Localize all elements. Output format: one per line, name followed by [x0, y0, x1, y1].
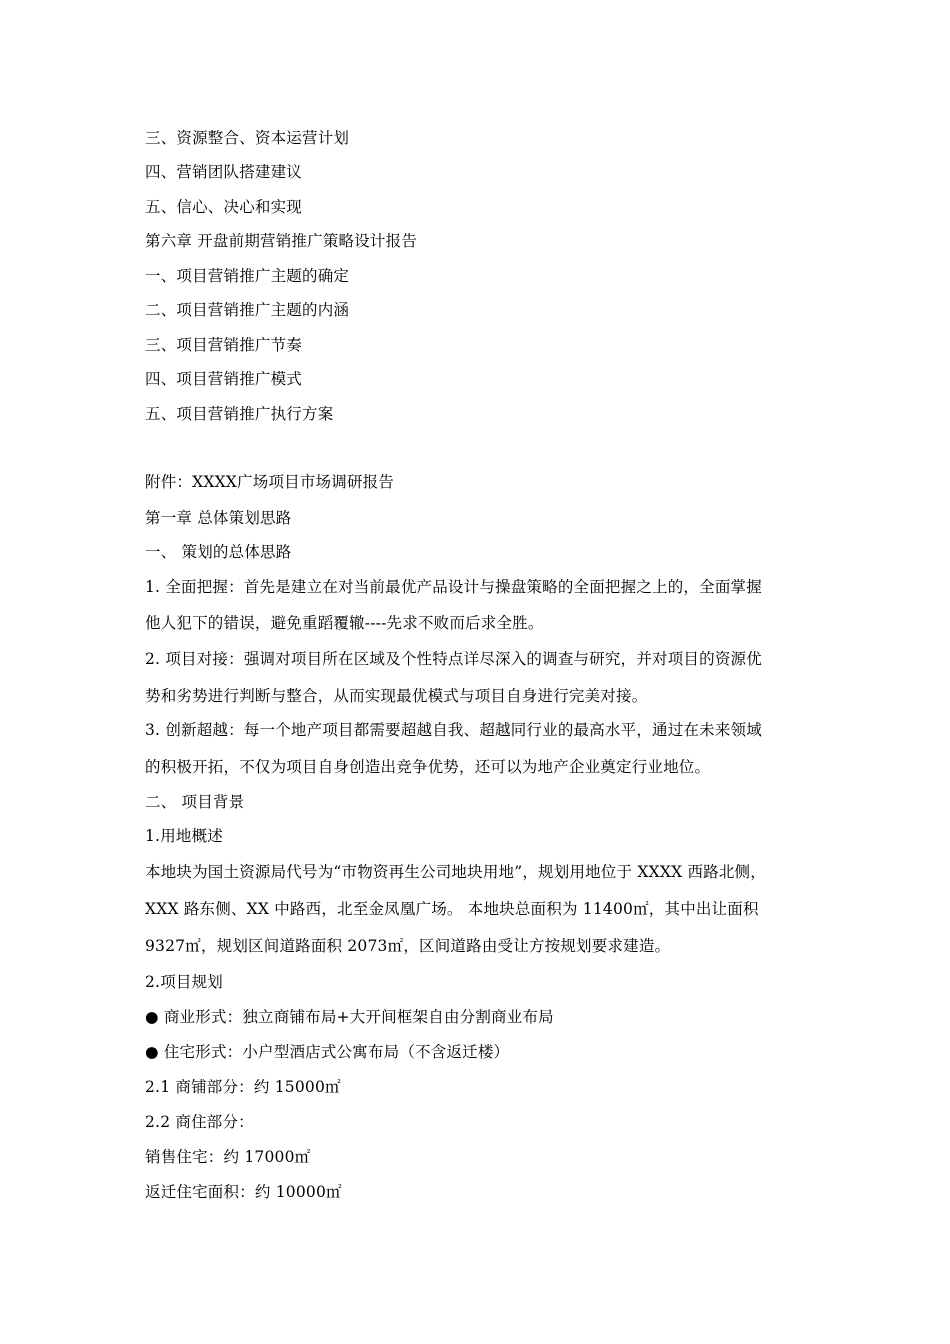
- paragraph-line: 势和劣势进行判断与整合，从而实现最优模式与项目自身进行完美对接。: [145, 687, 648, 705]
- subsection-heading: 1.用地概述: [145, 827, 223, 845]
- toc-line: 三、资源整合、资本运营计划: [145, 129, 350, 147]
- toc-line: 四、营销团队搭建建议: [145, 163, 303, 181]
- toc-line: 三、项目营销推广节奏: [145, 336, 303, 354]
- toc-line: 一、项目营销推广主题的确定: [145, 267, 350, 285]
- bullet-item: ● 商业形式：独立商铺布局+大开间框架自由分割商业布局: [145, 1008, 554, 1026]
- paragraph-line: 的积极开拓，不仅为项目自身创造出竞争优势，还可以为地产企业奠定行业地位。: [145, 758, 711, 776]
- toc-line: 二、项目营销推广主题的内涵: [145, 301, 350, 319]
- toc-line: 五、信心、决心和实现: [145, 198, 303, 216]
- toc-line: 五、项目营销推广执行方案: [145, 405, 334, 423]
- bullet-item: ● 住宅形式：小户型酒店式公寓布局（不含返迁楼）: [145, 1043, 510, 1061]
- paragraph-line: XXX 路东侧、XX 中路西，北至金凤凰广场。 本地块总面积为 11400㎡，其中出让面积: [145, 900, 759, 918]
- paragraph-line: 2.1 商铺部分：约 15000㎡: [145, 1078, 341, 1096]
- toc-chapter-heading: 第六章 开盘前期营销推广策略设计报告: [145, 232, 418, 250]
- paragraph-line: 3. 创新超越：每一个地产项目都需要超越自我、超越同行业的最高水平，通过在未来领域: [145, 721, 762, 739]
- paragraph-line: 2. 项目对接：强调对项目所在区域及个性特点详尽深入的调查与研究，并对项目的资源优: [145, 650, 762, 668]
- chapter-heading: 第一章 总体策划思路: [145, 509, 292, 527]
- paragraph-line: 2.2 商住部分：: [145, 1113, 254, 1131]
- toc-line: 四、项目营销推广模式: [145, 370, 303, 388]
- appendix-title: 附件：XXXX广场项目市场调研报告: [145, 473, 395, 491]
- paragraph-line: 本地块为国土资源局代号为“市物资再生公司地块用地”，规划用地位于 XXXX 西路北侧，: [145, 863, 766, 881]
- section-heading: 二、 项目背景: [145, 793, 245, 811]
- subsection-heading: 2.项目规划: [145, 973, 223, 991]
- paragraph-line: 返迁住宅面积：约 10000㎡: [145, 1183, 342, 1201]
- paragraph-line: 1. 全面把握：首先是建立在对当前最优产品设计与操盘策略的全面把握之上的，全面掌握: [145, 578, 762, 596]
- paragraph-line: 9327㎡，规划区间道路面积 2073㎡，区间道路由受让方按规划要求建造。: [145, 937, 671, 955]
- section-heading: 一、 策划的总体思路: [145, 543, 292, 561]
- paragraph-line: 他人犯下的错误，避免重蹈覆辙----先求不败而后求全胜。: [145, 614, 544, 632]
- paragraph-line: 销售住宅：约 17000㎡: [145, 1148, 311, 1166]
